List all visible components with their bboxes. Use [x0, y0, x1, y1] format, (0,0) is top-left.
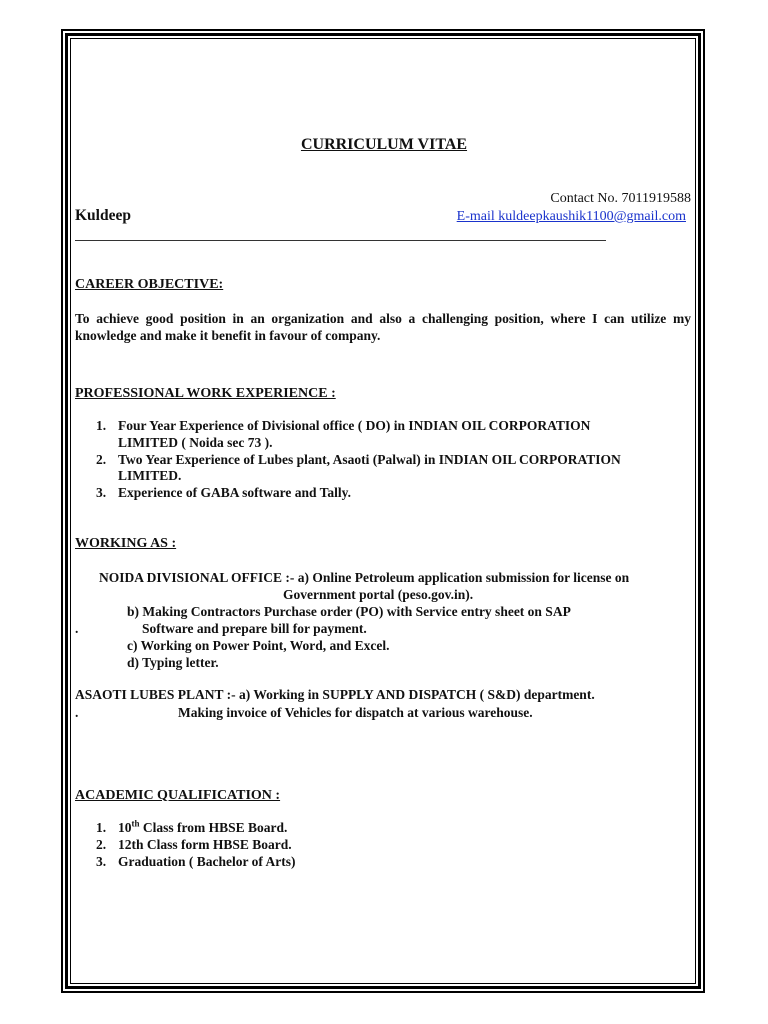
asaoti-plant-line: ASAOTI LUBES PLANT :- a) Working in SUPPLY AND DISPATCH ( S&D) department. [75, 687, 595, 702]
document-title: CURRICULUM VITAE [300, 136, 468, 153]
email-link[interactable]: E-mail kuldeepkaushik1100@gmail.com [456, 209, 686, 224]
asaoti-plant-line: Making invoice of Vehicles for dispatch at various warehouse. [178, 705, 533, 720]
experience-item [96, 418, 688, 452]
working-as-heading: WORKING AS : [75, 536, 177, 551]
list-number: 1. [96, 820, 107, 835]
experience-heading: PROFESSIONAL WORK EXPERIENCE : [75, 386, 336, 401]
academic-heading: ACADEMIC QUALIFICATION : [75, 788, 281, 803]
contact-number: Contact No. 7011919588 [550, 191, 691, 206]
academic-item: 1. 10th Class from HBSE Board. [96, 818, 288, 835]
noida-office-line: Government portal (peso.gov.in). [283, 587, 474, 602]
academic-list [96, 818, 296, 870]
experience-item [96, 451, 688, 486]
stray-dot: . [75, 621, 79, 636]
noida-office-item-b-cont: Software and prepare bill for payment. [142, 621, 367, 636]
header-divider [75, 240, 606, 241]
list-number: 3. [96, 853, 107, 869]
noida-office-item-b: b) Making Contractors Purchase order (PO) with Service entry sheet on SAP [127, 604, 571, 619]
experience-line: Four Year Experience of Divisional office ( DO) in INDIAN OIL CORPORATION [118, 418, 591, 433]
experience-list [96, 418, 688, 502]
experience-line: LIMITED. [118, 468, 182, 484]
list-number: 2. [96, 836, 107, 852]
list-number: 3. [96, 485, 107, 501]
experience-line: LIMITED ( Noida sec 73 ). [118, 434, 273, 450]
list-number: 2. [96, 451, 107, 467]
noida-office-item-d: d) Typing letter. [127, 655, 219, 670]
candidate-name: Kuldeep [75, 207, 131, 224]
list-number: 1. [96, 418, 107, 433]
career-objective-text: To achieve good position in an organization and also a challenging position, where I can utilize my knowledge and make it benefit in favour of company. [75, 311, 691, 343]
experience-line: Experience of GABA software and Tally. [118, 485, 352, 501]
stray-dot: . [75, 705, 79, 720]
career-objective-heading: CAREER OBJECTIVE: [75, 277, 224, 292]
academic-item: 2. 12th Class form HBSE Board. [96, 836, 292, 852]
academic-item: 3. Graduation ( Bachelor of Arts) [96, 853, 296, 869]
noida-office-item-c: c) Working on Power Point, Word, and Excel. [127, 638, 390, 653]
experience-line: Two Year Experience of Lubes plant, Asaoti (Palwal) in INDIAN OIL CORPORATION [118, 451, 621, 467]
noida-office-line: NOIDA DIVISIONAL OFFICE :- a) Online Petroleum application submission for license on [99, 570, 630, 585]
experience-item [96, 485, 688, 502]
